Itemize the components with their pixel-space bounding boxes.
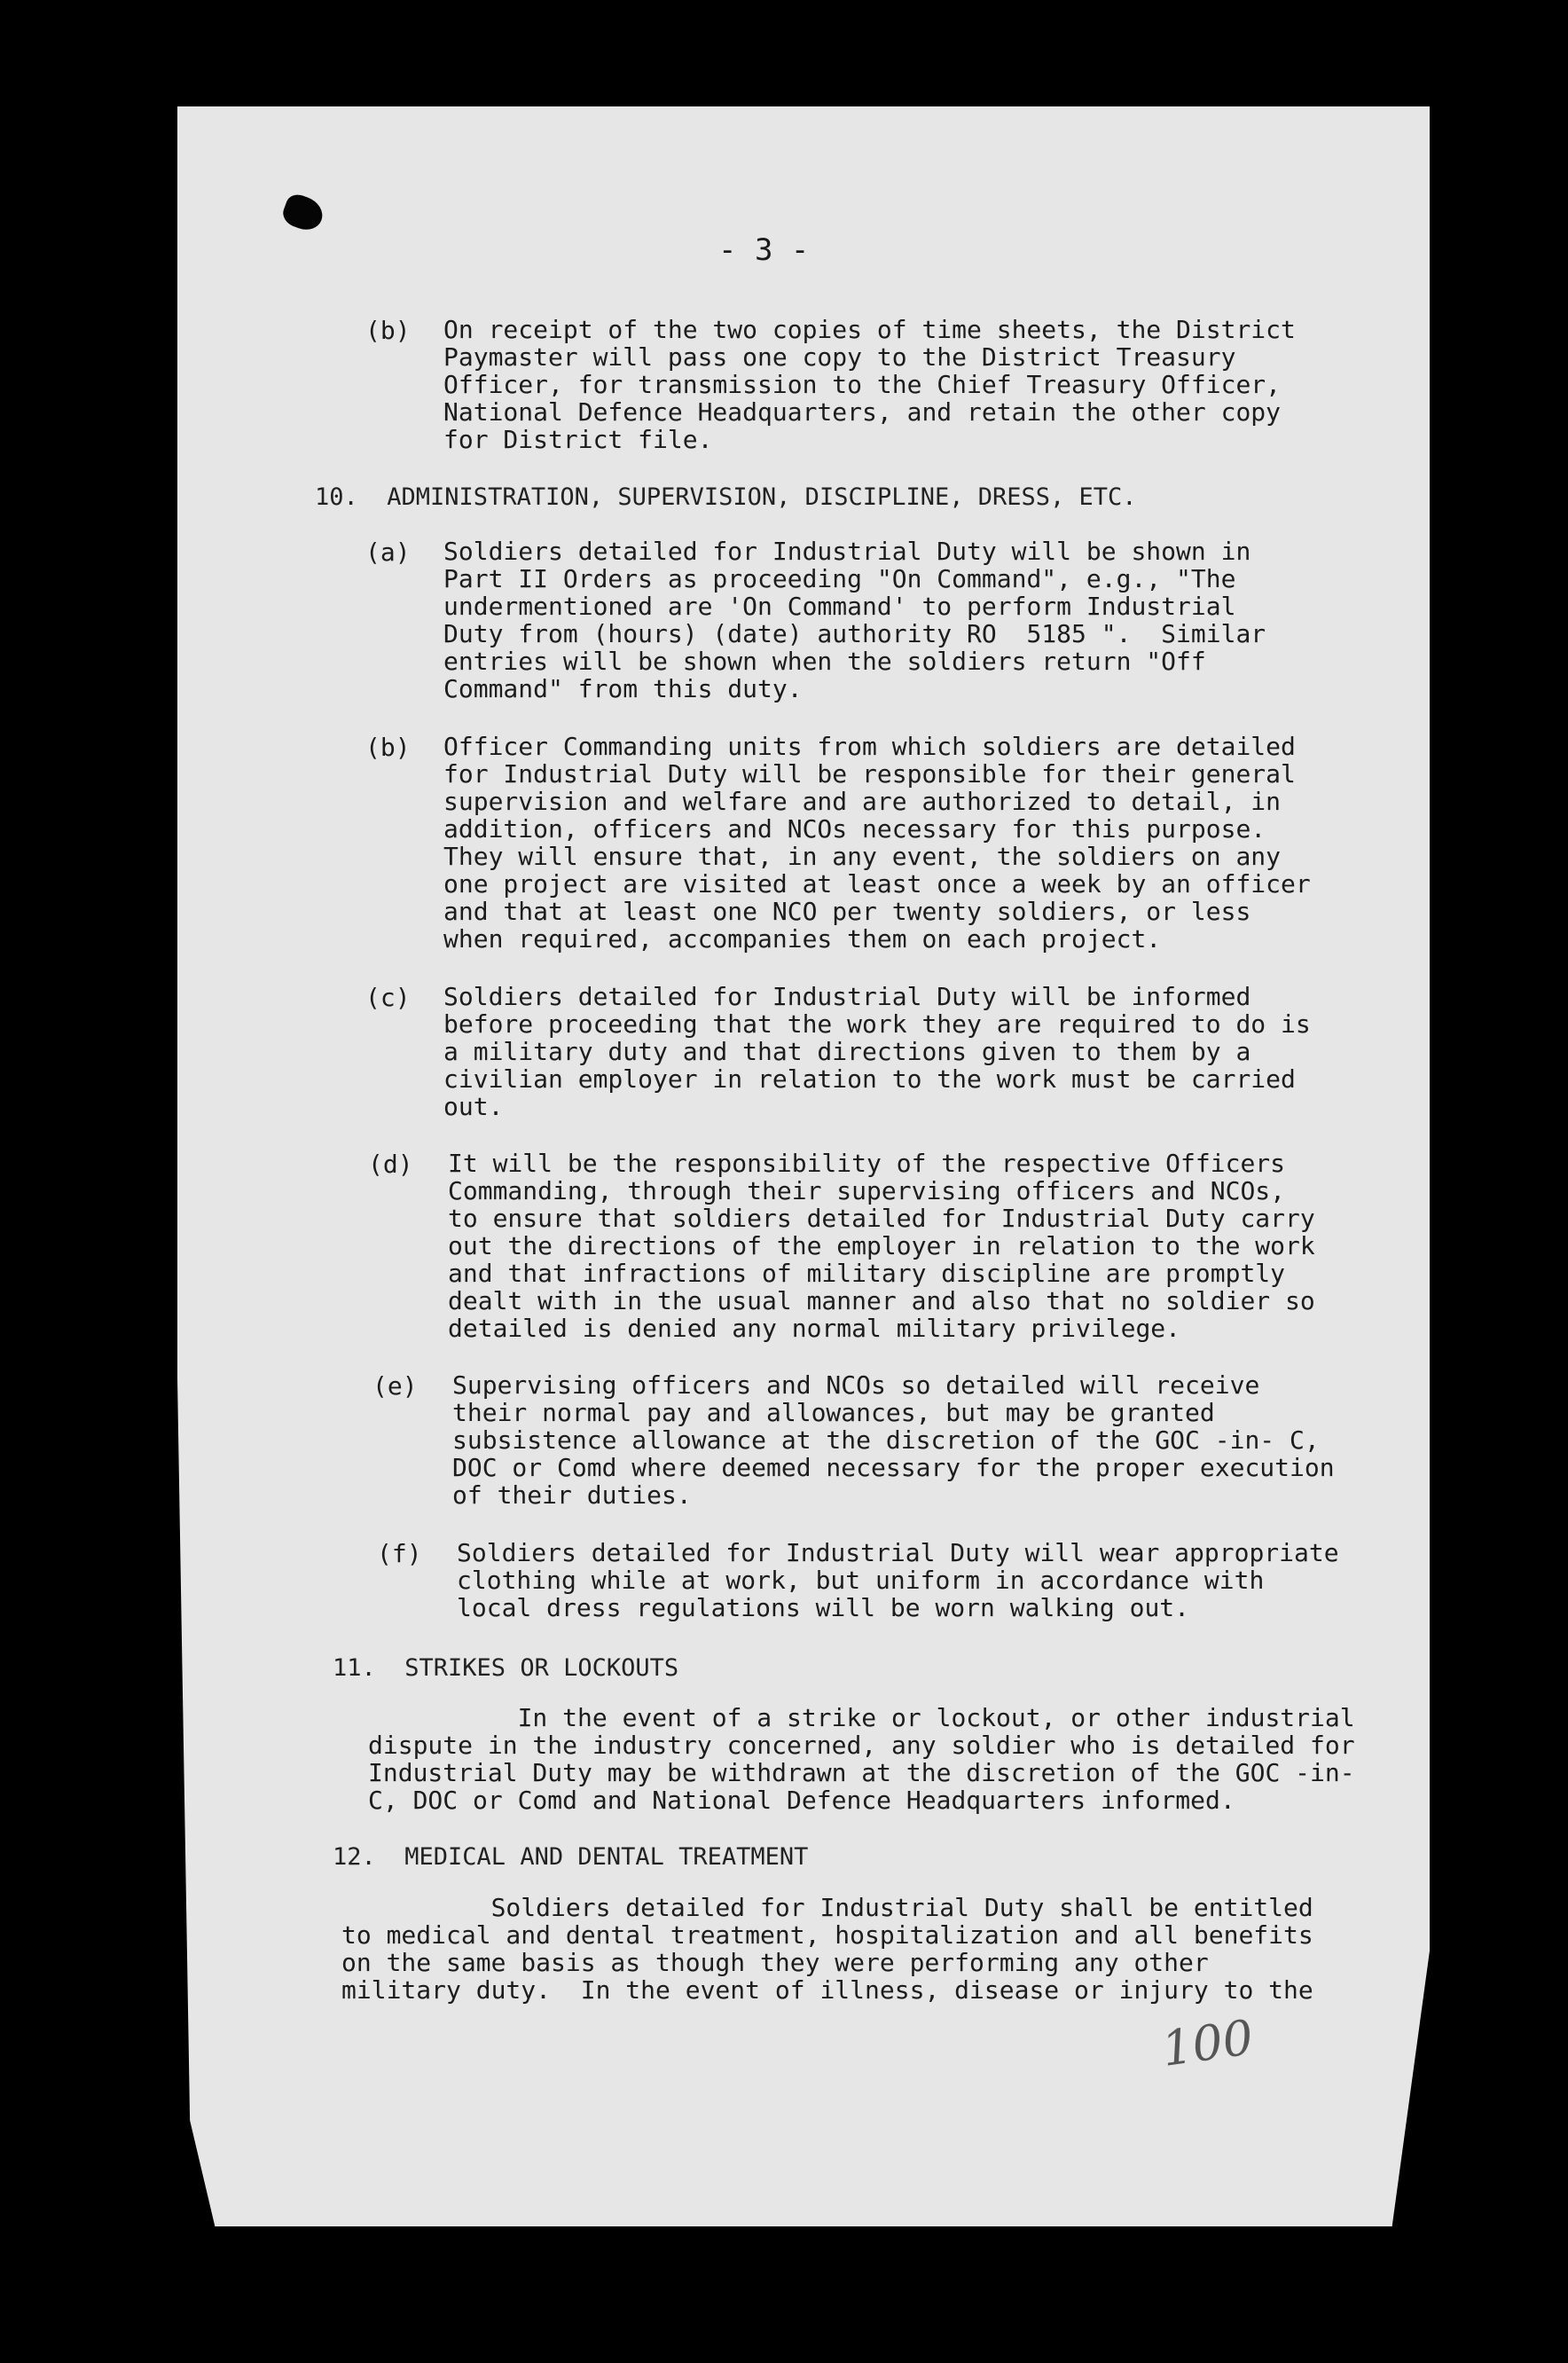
- text-line: dispute in the industry concerned, any soldier who is detailed for: [368, 1731, 1355, 1760]
- text-line: for District file.: [443, 425, 713, 454]
- text-line: their normal pay and allowances, but may be granted: [452, 1398, 1215, 1427]
- text-line: of their duties.: [452, 1480, 692, 1510]
- item-marker: (d): [368, 1150, 413, 1179]
- text-line: Soldiers detailed for Industrial Duty will be shown in: [443, 537, 1251, 566]
- text-line: They will ensure that, in any event, the soldiers on any: [443, 842, 1282, 871]
- text-line: entries will be shown when the soldiers return "Off: [443, 647, 1206, 676]
- text-line: Commanding, through their supervising officers and NCOs,: [448, 1176, 1286, 1205]
- text-line: C, DOC or Comd and National Defence Headquarters informed.: [368, 1786, 1235, 1815]
- item-marker: (a): [365, 538, 411, 567]
- text-line: a military duty and that directions given to them by a: [443, 1037, 1251, 1066]
- text-line: Officer Commanding units from which soldiers are detailed: [443, 732, 1296, 761]
- text-line: to medical and dental treatment, hospitalization and all benefits: [341, 1920, 1313, 1950]
- text-line: Industrial Duty may be withdrawn at the discretion of the GOC -in-: [368, 1758, 1355, 1787]
- text-line: Duty from (hours) (date) authority RO 5185 ". Similar: [443, 619, 1266, 648]
- text-line: clothing while at work, but uniform in accordance with: [457, 1566, 1265, 1595]
- text-line: Command" from this duty.: [443, 674, 803, 703]
- item-marker: (b): [365, 316, 411, 345]
- text-line: military duty. In the event of illness, disease or injury to the: [341, 1975, 1313, 2005]
- text-line: detailed is denied any normal military privilege.: [448, 1314, 1181, 1343]
- text-line: out.: [443, 1092, 504, 1121]
- text-line: before proceeding that the work they are required to do is: [443, 1009, 1311, 1039]
- handwritten-folio-number: 100: [1158, 2009, 1257, 2077]
- text-line: one project are visited at least once a week by an officer: [443, 869, 1311, 899]
- item-marker: (b): [365, 733, 411, 762]
- text-line: out the directions of the employer in relation to the work: [448, 1231, 1315, 1260]
- text-line: subsistence allowance at the discretion of the GOC -in- C,: [452, 1425, 1320, 1455]
- text-line: Officer, for transmission to the Chief Treasury Officer,: [443, 370, 1282, 399]
- text-line: Part II Orders as proceeding "On Command", e.g., "The: [443, 564, 1236, 593]
- page-number: - 3 -: [718, 232, 810, 268]
- section-heading: 11. STRIKES OR LOCKOUTS: [333, 1654, 679, 1682]
- item-marker: (c): [365, 983, 411, 1012]
- text-line: undermentioned are 'On Command' to perform Industrial: [443, 592, 1236, 621]
- section-heading: 12. MEDICAL AND DENTAL TREATMENT: [333, 1843, 809, 1871]
- text-line: when required, accompanies them on each project.: [443, 924, 1162, 954]
- text-line: local dress regulations will be worn walking out.: [457, 1593, 1190, 1622]
- text-line: Soldiers detailed for Industrial Duty will wear appropriate: [457, 1538, 1339, 1567]
- item-marker: (f): [377, 1539, 422, 1568]
- item-marker: (e): [372, 1371, 418, 1401]
- text-line: National Defence Headquarters, and retain the other copy: [443, 397, 1282, 427]
- text-line: Supervising officers and NCOs so detailed will receive: [452, 1370, 1260, 1400]
- text-line: DOC or Comd where deemed necessary for the proper execution: [452, 1453, 1335, 1482]
- text-line: Soldiers detailed for Industrial Duty shall be entitled: [341, 1893, 1313, 1922]
- text-line: supervision and welfare and are authorized to detail, in: [443, 787, 1282, 816]
- text-line: civilian employer in relation to the work must be carried: [443, 1064, 1296, 1094]
- text-line: to ensure that soldiers detailed for Industrial Duty carry: [448, 1204, 1315, 1233]
- text-line: Soldiers detailed for Industrial Duty will be informed: [443, 982, 1251, 1011]
- text-line: Paymaster will pass one copy to the District Treasury: [443, 342, 1236, 372]
- text-line: dealt with in the usual manner and also that no soldier so: [448, 1286, 1315, 1315]
- text-line: for Industrial Duty will be responsible for their general: [443, 759, 1296, 789]
- text-line: It will be the responsibility of the respective Officers: [448, 1149, 1286, 1178]
- section-heading: 10. ADMINISTRATION, SUPERVISION, DISCIPLINE, DRESS, ETC.: [315, 483, 1137, 511]
- text-line: and that infractions of military discipline are promptly: [448, 1259, 1286, 1288]
- text-line: and that at least one NCO per twenty soldiers, or less: [443, 897, 1251, 926]
- text-line: addition, officers and NCOs necessary for this purpose.: [443, 814, 1266, 844]
- text-line: In the event of a strike or lockout, or other industrial: [368, 1703, 1355, 1732]
- text-line: on the same basis as though they were performing any other: [341, 1948, 1209, 1977]
- text-line: On receipt of the two copies of time sheets, the District: [443, 315, 1296, 344]
